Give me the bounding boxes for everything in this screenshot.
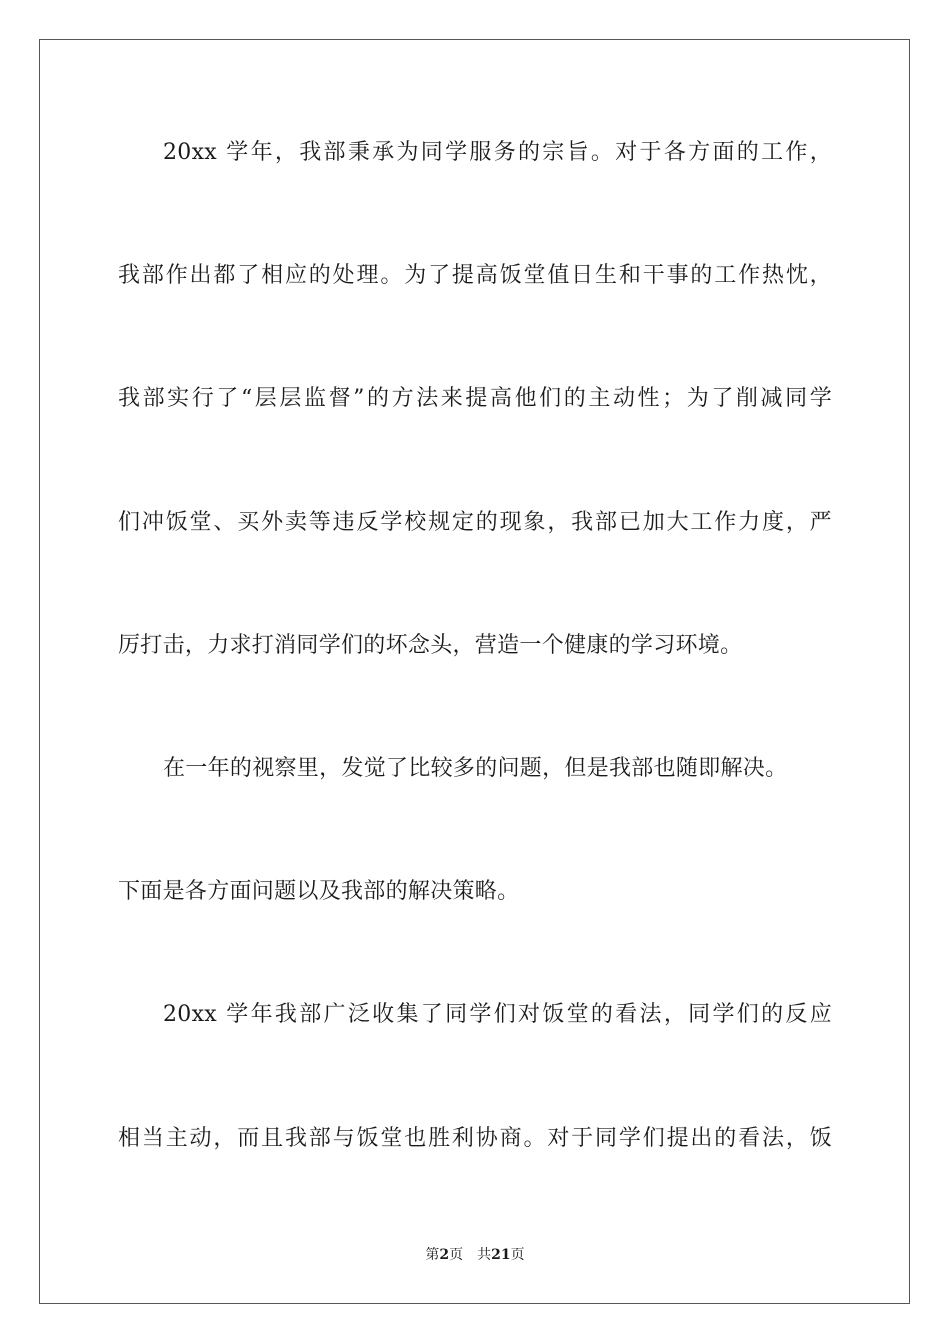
total-pages: 21 — [491, 1247, 511, 1263]
body-line-9: 相当主动，而且我部与饭堂也胜利协商。对于同学们提出的看法，饭 — [118, 1126, 832, 1151]
body-line-4: 们冲饭堂、买外卖等违反学校规定的现象，我部已加大工作力度，严 — [118, 510, 832, 535]
page-footer — [0, 1246, 950, 1264]
body-line-2: 我部作出都了相应的处理。为了提高饭堂值日生和干事的工作热忱， — [118, 263, 832, 288]
body-line-8: 20xx 学年我部广泛收集了同学们对饭堂的看法，同学们的反应 — [163, 1002, 832, 1027]
page-suffix: 页 — [449, 1247, 464, 1263]
body-line-1: 20xx 学年，我部秉承为同学服务的宗旨。对于各方面的工作， — [163, 140, 832, 165]
total-prefix: 共 — [477, 1247, 492, 1263]
body-line-5: 厉打击，力求打消同学们的坏念头，营造一个健康的学习环境。 — [118, 633, 743, 658]
page-border — [39, 39, 910, 1304]
body-line-3: 我部实行了“层层监督”的方法来提高他们的主动性；为了削减同学 — [118, 386, 832, 411]
total-suffix: 页 — [510, 1247, 525, 1263]
page-prefix: 第 — [425, 1247, 440, 1263]
page-number: 2 — [439, 1247, 450, 1263]
body-line-7: 下面是各方面问题以及我部的解决策略。 — [118, 879, 520, 904]
body-line-6: 在一年的视察里，发觉了比较多的问题，但是我部也随即解决。 — [163, 756, 788, 781]
